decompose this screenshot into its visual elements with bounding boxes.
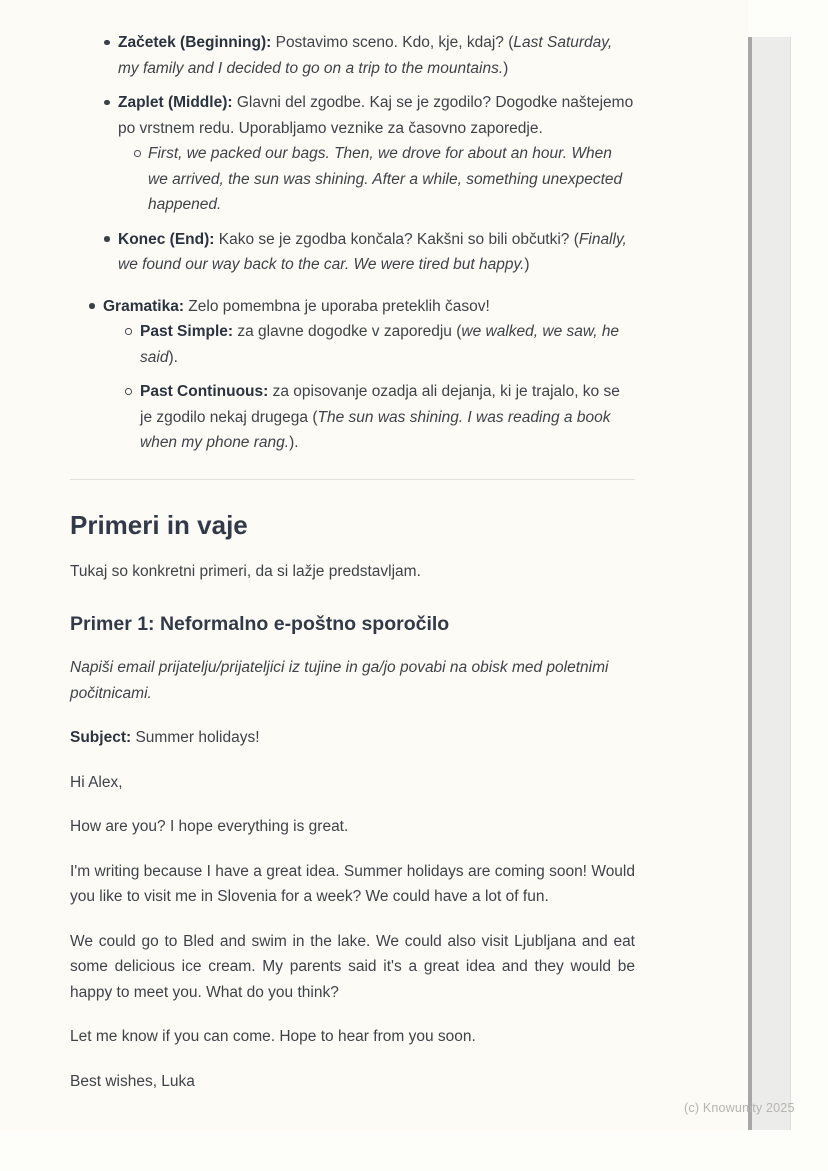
list-item — [70, 294, 635, 320]
paragraph — [70, 725, 635, 751]
paragraph — [70, 1069, 635, 1095]
text-run: We could go to Bled and swim in the lake. We could also visit Ljubljana and eat some delicious ice cream. My parents said it's a great idea and they would be happy to meet you. What do you think? — [70, 932, 635, 1001]
text-run: Postavimo sceno. Kdo, kje, kdaj? ( — [271, 34, 514, 51]
text-run: Gramatika: — [103, 297, 184, 315]
text-run: Past Continuous: — [140, 383, 269, 400]
text-run: Hi Alex, — [70, 773, 123, 791]
text-run: we walked, we saw, he said — [140, 323, 620, 366]
subsection-heading: Primer 1: Neformalno e-poštno sporočilo — [70, 613, 450, 635]
page-edge-shadow — [748, 37, 791, 1130]
text-run: Zelo pomembna je uporaba preteklih časov! — [183, 297, 490, 315]
text-run: I'm writing because I have a great idea. Summer holidays are coming soon! Would you like to visit me in Slovenia for a week? We could have a lot of fun. — [70, 862, 635, 905]
paragraph — [70, 559, 635, 585]
list-item — [70, 227, 635, 278]
copyright-watermark: (c) Knowunity 2025 — [684, 1101, 795, 1115]
paragraph — [70, 770, 635, 796]
document-content — [70, 30, 635, 1094]
text-run: How are you? I hope everything is great. — [70, 818, 349, 835]
text-run: Last Saturday, my family and I decided to go on a trip to the mountains. — [118, 34, 613, 77]
section-heading: Primeri in vaje — [70, 509, 248, 540]
text-run: First, we packed our bags. Then, we drove for about an hour. When we arrived, the sun was shining. After a while, something unexpected happened. — [148, 145, 623, 213]
text-run: Finally, we found our way back to the car. We were tired but happy. — [118, 230, 627, 273]
text-run: Best wishes, Luka — [70, 1072, 195, 1090]
text-run: za glavne dogodke v zaporedju ( — [233, 323, 462, 340]
text-run: Summer holidays! — [131, 729, 260, 746]
list-item — [70, 319, 635, 370]
paragraph — [70, 814, 635, 840]
list-item — [70, 30, 635, 81]
list-item — [70, 141, 635, 218]
list-item — [70, 90, 635, 141]
paragraph — [70, 859, 635, 910]
section-divider — [70, 479, 635, 480]
paragraph — [70, 929, 635, 1006]
text-run: Past Simple: — [140, 323, 234, 340]
text-run: Konec (End): — [118, 230, 215, 248]
text-run: ) — [524, 256, 530, 273]
list-item — [70, 379, 635, 456]
text-run: Napiši email prijatelju/prijateljici iz tujine in ga/jo povabi na obisk med poletnimi počitnicami. — [70, 659, 609, 702]
text-run: Let me know if you can come. Hope to hear from you soon. — [70, 1028, 476, 1045]
text-run: Tukaj so konkretni primeri, da si lažje predstavljam. — [70, 562, 421, 580]
text-run: ). — [168, 348, 178, 366]
text-run: Subject: — [70, 729, 132, 746]
text-run: Začetek (Beginning): — [118, 34, 272, 51]
text-run: ). — [289, 434, 299, 451]
paragraph — [70, 655, 635, 706]
text-run: za opisovanje ozadja ali dejanja, ki je trajalo, ko se je zgodilo nekaj drugega ( — [140, 383, 620, 426]
paragraph — [70, 1024, 635, 1050]
text-run: Zaplet (Middle): — [118, 94, 233, 111]
text-run: ) — [503, 59, 509, 77]
text-run: Kako se je zgodba končala? Kakšni so bili občutki? ( — [214, 230, 579, 248]
text-run: The sun was shining. I was reading a book when my phone rang. — [140, 408, 611, 451]
text-run: Glavni del zgodbe. Kaj se je zgodilo? Dogodke naštejemo po vrstnem redu. Uporabljamo veznike za časovno zaporedje. — [118, 94, 634, 137]
bullet-list — [70, 30, 635, 456]
